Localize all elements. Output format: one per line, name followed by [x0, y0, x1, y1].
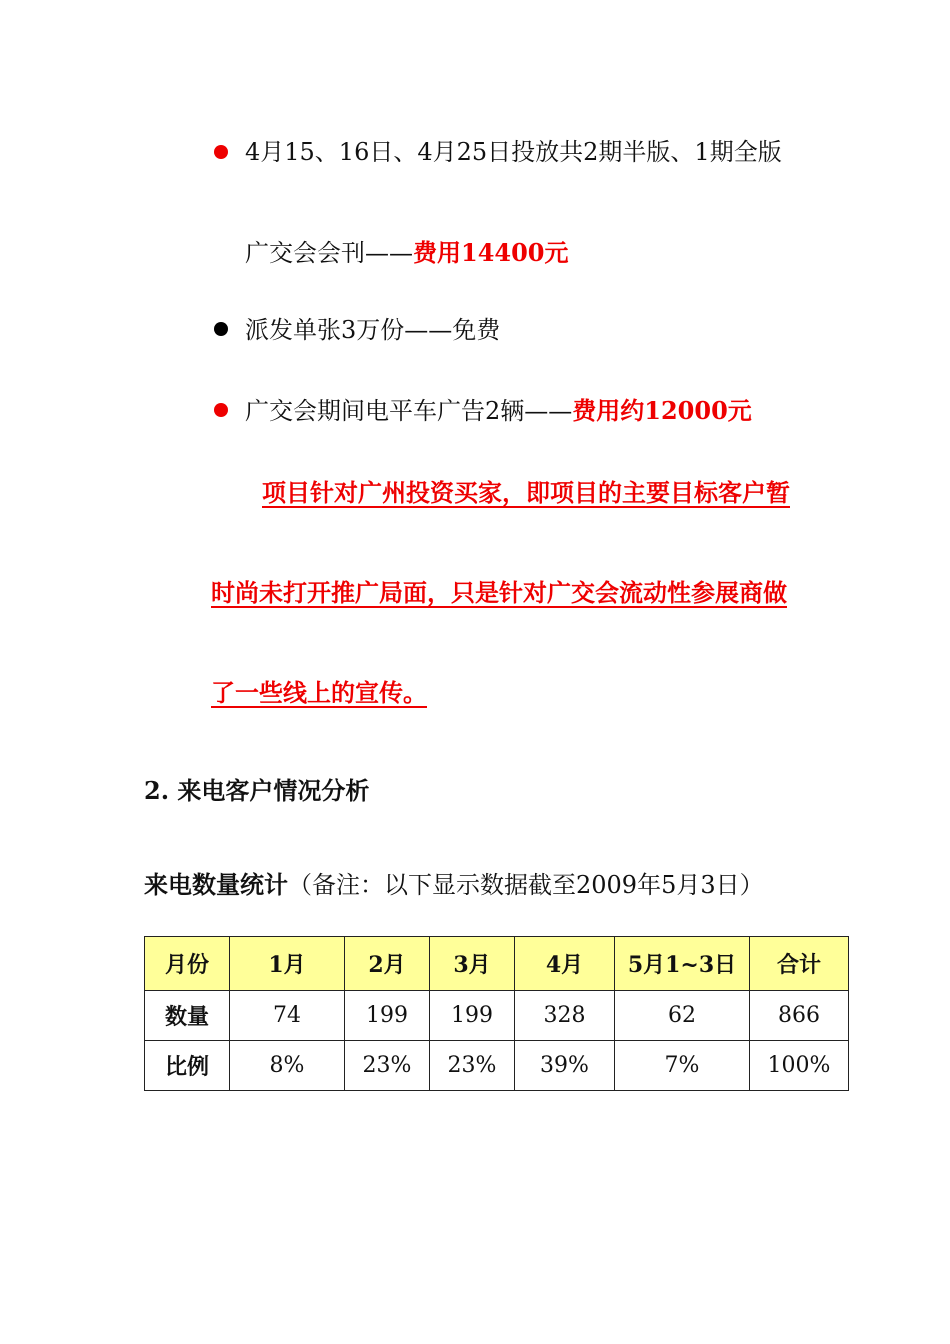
red-bullet-icon [214, 145, 228, 159]
bullet-3-line [245, 395, 752, 427]
table-cell: 23% [345, 1041, 430, 1091]
table-cell: 8% [230, 1041, 345, 1091]
table-cell: 7% [615, 1041, 750, 1091]
table-row-label: 数量 [145, 991, 230, 1041]
emphasis-line-1: 项目针对广州投资买家，即项目的主要目标客户暂 [262, 478, 790, 507]
bullet-2-line: 派发单张3万份——免费 [245, 316, 501, 344]
table-cell: 866 [750, 991, 849, 1041]
table-header-cell: 4月 [515, 937, 615, 991]
bullet-3-text: 广交会期间电平车广告2辆—— [245, 397, 573, 425]
call-stats-table [144, 936, 849, 1091]
bullet-1-text: 广交会会刊—— [245, 239, 413, 267]
table-cell: 62 [615, 991, 750, 1041]
table-cell: 199 [345, 991, 430, 1041]
table-caption-note: （备注：以下显示数据截至2009年5月3日） [288, 871, 764, 899]
table-header-row [145, 937, 849, 991]
table-caption [144, 869, 764, 901]
section-heading: 2. 来电客户情况分析 [144, 776, 370, 805]
table-row [145, 991, 849, 1041]
table-cell: 199 [430, 991, 515, 1041]
bullet-3-cost: 费用约12000元 [572, 396, 752, 425]
table-cell: 100% [750, 1041, 849, 1091]
table-header-cell: 2月 [345, 937, 430, 991]
table-header-cell: 3月 [430, 937, 515, 991]
table-cell: 74 [230, 991, 345, 1041]
table-caption-title: 来电数量统计 [144, 870, 288, 899]
table-cell: 23% [430, 1041, 515, 1091]
emphasis-line-2: 时尚未打开推广局面，只是针对广交会流动性参展商做 [211, 578, 787, 607]
table-header-cell: 5月1~3日 [615, 937, 750, 991]
bullet-1-line-2 [245, 237, 569, 269]
bullet-1-cost: 费用14400元 [413, 238, 569, 267]
bullet-1-line-1: 4月15、16日、4月25日投放共2期半版、1期全版 [245, 138, 782, 166]
emphasis-line-3: 了一些线上的宣传。 [211, 678, 427, 707]
table-cell: 39% [515, 1041, 615, 1091]
red-bullet-icon [214, 403, 228, 417]
table-header-cell: 合计 [750, 937, 849, 991]
table-row [145, 1041, 849, 1091]
table-row-label: 比例 [145, 1041, 230, 1091]
black-bullet-icon [214, 322, 228, 336]
table-cell: 328 [515, 991, 615, 1041]
table-header-cell: 1月 [230, 937, 345, 991]
table-header-cell: 月份 [145, 937, 230, 991]
